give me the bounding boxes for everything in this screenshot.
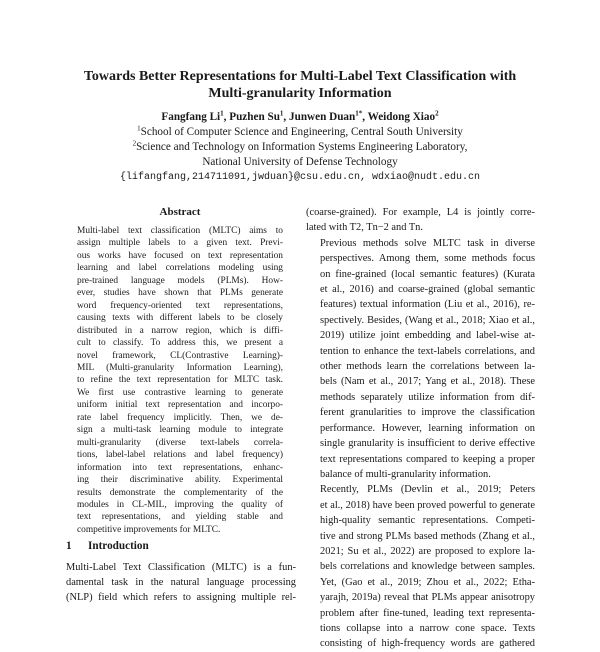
paper-title-line-1: Towards Better Representations for Multi-Label Text Classification with: [83, 69, 517, 84]
section-title: Introduction: [88, 540, 149, 552]
text-line: learning and label correlations modeling using: [77, 263, 283, 274]
abstract-heading: Abstract: [159, 206, 201, 218]
text-line: problem after fine-tuned, leading text representa-: [320, 607, 535, 619]
text-line: information into text representations, enhanc-: [77, 462, 283, 473]
text-line: Previous methods solve MLTC task in diverse: [320, 237, 535, 249]
paragraph-continuation: [306, 205, 535, 236]
text-line: bels (Nam et al., 2017; Yang et al., 2018). These: [320, 376, 535, 388]
text-line: spectively. Besides, (Wang et al., 2018; Xiao et al.,: [320, 314, 535, 326]
text-line: ing their discriminative ability. Experimental: [77, 475, 283, 486]
author-name: Junwen Duan: [289, 111, 356, 123]
abstract-body: [77, 225, 283, 536]
author-name: Puzhen Su: [229, 111, 280, 123]
text-line: Yet, (Gao et al., 2019; Zhou et al., 2022; Etha-: [320, 576, 535, 588]
affiliation-1-marker: 1: [137, 124, 141, 133]
text-line: features) textual information (Liu et al., 2016), re-: [320, 299, 535, 311]
author-name: Weidong Xiao: [367, 111, 436, 123]
text-line: other methods learn the correlations between la-: [320, 361, 535, 373]
paragraph-recently-plms: [306, 482, 535, 651]
text-line: on fine-grained (local semantic features) (Kurata: [320, 268, 535, 280]
text-line: competitive improvements for MLTC.: [77, 524, 221, 535]
text-line: multi-granularity (diverse text-labels correla-: [77, 437, 283, 448]
text-line: Multi-label text classification (MLTC) aims to: [77, 226, 283, 236]
text-line: ever, studies have shown that PLMs generate: [77, 288, 283, 299]
text-line: results demonstrate the complementarity of the: [77, 487, 283, 498]
text-line: et al., 2018) have been proved powerful to generate: [320, 499, 535, 511]
text-line: ferent granularities to improve the classification: [320, 407, 535, 419]
text-line: causing texts with different labels to be closely: [77, 313, 283, 324]
introduction-body: [66, 560, 296, 606]
affiliation-1-text: School of Computer Science and Engineering, Central South University: [140, 126, 463, 138]
author-names: Fangfang Li$^1$, Puzhen Su$^1$, Junwen Duan$^{1*}$, Weidong Xiao$^2$: [161, 109, 439, 123]
paragraph-previous-methods: [306, 236, 535, 483]
text-line: Multi-Label Text Classification (MLTC) is a fun-: [66, 562, 296, 573]
text-line: cult to classify. To address this, we present a: [77, 338, 283, 349]
text-line: consisting of high-frequency words are gathered: [320, 638, 535, 650]
text-line: damental task in the natural language processing: [66, 577, 296, 589]
text-line: to refine the text representation for MLTC task.: [77, 375, 283, 386]
text-line: modules in CL-MIL, improving the quality of: [77, 499, 283, 510]
text-line: bels correlations and knowledge between samples.: [320, 561, 535, 573]
text-line: novel framework, CL(Contrastive Learning)-: [77, 350, 283, 361]
affiliation-2-institution: National University of Defense Technology: [202, 156, 398, 168]
text-line: high-quality semantic representations. Competi-: [320, 515, 535, 527]
text-line: text representations compared to keeping a proper: [320, 453, 535, 465]
affiliation-2-marker: 2: [132, 139, 137, 148]
text-line: tions collapse into a narrow cone space. Texts: [320, 622, 535, 634]
text-line: MIL (Multi-granularity Information Learning),: [77, 362, 283, 373]
affiliation-2-text: Science and Technology on Information Systems Engineering Laboratory,: [136, 141, 468, 153]
text-line: 2021; Su et al., 2022) are proposed to explore la-: [320, 545, 535, 557]
author-affiliation-marker: 1: [220, 109, 224, 118]
affiliation-2: [40, 140, 560, 155]
text-line: pre-trained language models (PLMs). How-: [77, 275, 283, 286]
section-heading-introduction: [66, 540, 296, 552]
text-line: 2019) utilize joint embedding and label-wise at-: [320, 330, 535, 342]
affiliation-1: [40, 125, 560, 140]
text-line: assign multiple labels to a given text. Previ-: [77, 238, 283, 249]
section-number: 1: [66, 540, 72, 552]
text-line: (coarse-grained). For example, L4 is jointly corre-: [306, 207, 535, 218]
author-block: [40, 110, 560, 185]
paper-title: [40, 68, 560, 102]
text-line: tention to enhance the text-labels correlations, and: [320, 345, 535, 357]
author-emails: {lifangfang,214711091,jwduan}@csu.edu.cn, wdxiao@nudt.edu.cn: [119, 172, 481, 183]
right-column: [306, 205, 535, 652]
text-line: ous works have focused on text representation: [77, 250, 283, 261]
text-line: uniform initial text representation and incorpo-: [77, 400, 283, 411]
paper-title-line-2: Multi-granularity Information: [208, 86, 392, 101]
author-name: Fangfang Li: [161, 111, 221, 123]
text-line: perspectives. Among them, some methods focus: [320, 253, 535, 265]
author-affiliation-marker: 1: [279, 109, 284, 118]
text-line: rate label frequency implicitly. Then, we de-: [77, 412, 283, 423]
text-line: distributed in a narrow region, which is diffi-: [77, 325, 283, 336]
text-line: sign a multi-task learning module to integrate: [77, 425, 283, 436]
text-line: text representations, and yielding stable and: [77, 512, 283, 523]
text-line: performance. However, learning information on: [320, 422, 535, 434]
text-line: tions, label-label relations and label frequency): [77, 450, 283, 461]
text-line: We first use contrastive learning to generate: [77, 387, 283, 398]
text-line: (NLP) field which refers to assigning multiple rel-: [66, 592, 296, 604]
author-affiliation-marker: 1*: [355, 109, 363, 118]
text-line: single granularity is insufficient to derive effective: [320, 438, 535, 450]
author-affiliation-marker: 2: [435, 109, 439, 118]
text-line: methods separately utilize information from dif-: [320, 391, 535, 403]
text-line: tive and strong PLMs based methods (Zhang et al.,: [320, 530, 535, 542]
text-line: et al., 2016) and coarse-grained (global semantic: [320, 284, 535, 296]
text-line: lated with T2, Tn−2 and Tn.: [306, 222, 423, 234]
text-line: Recently, PLMs (Devlin et al., 2019; Peters: [320, 484, 535, 496]
text-line: yarajh, 2019a) reveal that PLMs appear anisotropy: [320, 592, 535, 604]
text-line: word frequency-oriented text representations,: [77, 300, 283, 311]
text-line: balance of multi-granularity information.: [320, 468, 491, 480]
